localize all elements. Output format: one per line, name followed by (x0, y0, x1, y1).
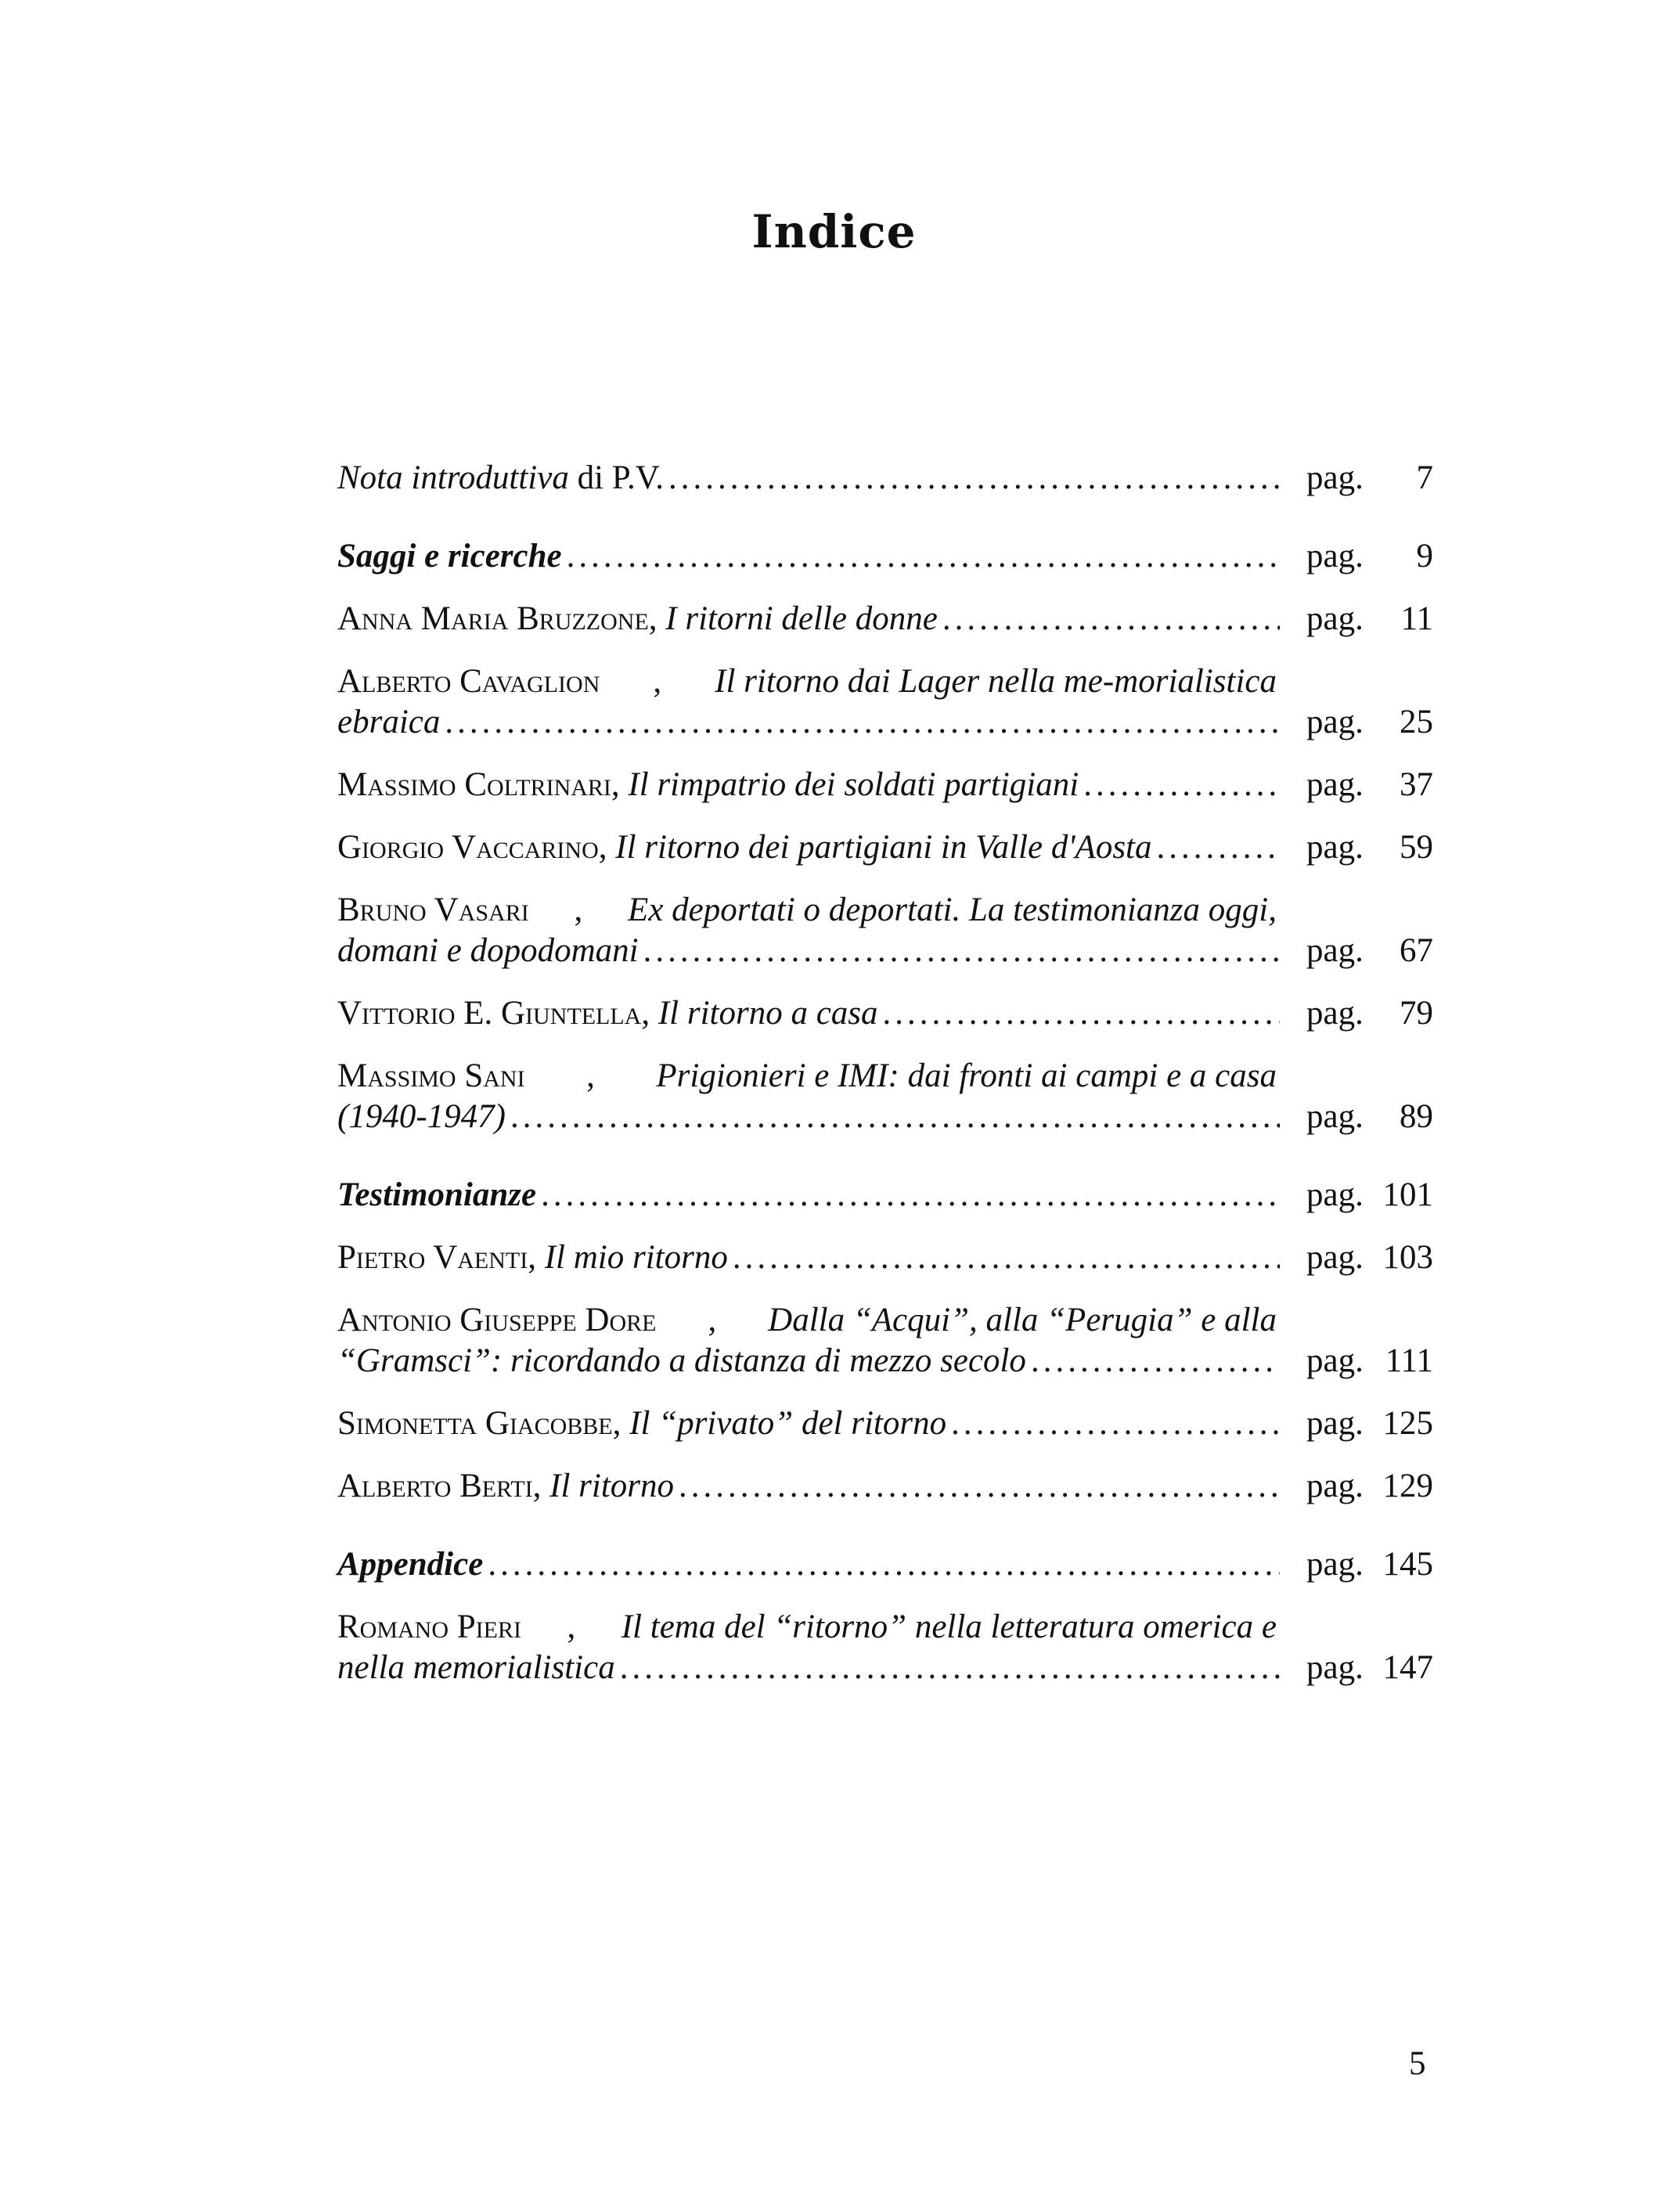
toc-entry (337, 890, 1433, 971)
page-ref (1306, 1466, 1433, 1507)
page-ref (1306, 765, 1433, 805)
section-title: Appendice (337, 1546, 484, 1583)
entry-title-line2: domani e dopodomani (337, 932, 639, 969)
page-num: 147 (1382, 1649, 1433, 1686)
toc-entry (337, 765, 1433, 805)
pag-label: pag. (1306, 1098, 1364, 1135)
entry-title-line1: Il ritorno dai Lager nella me-morialistica (715, 663, 1277, 700)
toc-entry (337, 993, 1433, 1034)
entry-suffix: di P.V. (568, 459, 664, 496)
pag-label: pag. (1306, 1176, 1364, 1213)
pag-label: pag. (1306, 995, 1364, 1032)
page-title: Indice (751, 205, 917, 258)
page-num: 125 (1382, 1405, 1433, 1442)
dot-leader (445, 702, 1280, 743)
entry-title-line1: Ex deportati o deportati. La testimonianza oggi, (628, 892, 1277, 928)
dot-leader (942, 599, 1280, 639)
page-ref (1306, 536, 1433, 577)
dot-leader (1031, 1341, 1280, 1382)
dot-leader (620, 1648, 1280, 1688)
dot-leader (510, 1097, 1280, 1137)
toc-entry (337, 661, 1433, 743)
dot-leader (668, 458, 1280, 499)
pag-label: pag. (1306, 538, 1364, 575)
entry-title: Il rimpatrio dei soldati partigiani (628, 766, 1079, 803)
page-num: 25 (1400, 704, 1433, 740)
section-title: Testimonianze (337, 1176, 537, 1213)
page-num: 11 (1400, 600, 1433, 637)
section-title: Saggi e ricerche (337, 538, 562, 575)
dot-leader (733, 1237, 1280, 1278)
dot-leader (1157, 827, 1281, 868)
entry-title-line1: Dalla “Acqui”, alla “Perugia” e alla (768, 1302, 1277, 1338)
page-ref (1306, 1175, 1433, 1216)
dot-leader (883, 993, 1280, 1034)
pag-label: pag. (1306, 704, 1364, 740)
entry-title: Il ritorno (549, 1468, 675, 1504)
toc-entry (337, 1607, 1433, 1688)
pag-label: pag. (1306, 766, 1364, 803)
page-num: 67 (1400, 932, 1433, 969)
toc-entry (337, 1300, 1433, 1382)
entry-title: Il “privato” del ritorno (629, 1405, 947, 1442)
pag-label: pag. (1306, 1546, 1364, 1583)
entry-title-line1: Il tema del “ritorno” nella letteratura omerica e (621, 1609, 1277, 1645)
page-ref (1306, 702, 1433, 743)
pag-label: pag. (1306, 1239, 1364, 1276)
page-num: 79 (1400, 995, 1433, 1032)
entry-title: I ritorni delle donne (665, 600, 938, 637)
entry-title-line2: nella memorialistica (337, 1649, 615, 1686)
entry-author: Romano Pieri (337, 1609, 521, 1645)
separator: , (586, 1057, 595, 1094)
dot-leader (1083, 765, 1280, 805)
page-num: 129 (1382, 1468, 1433, 1504)
page-ref (1306, 931, 1433, 971)
entry-author: Pietro Vaenti (337, 1239, 528, 1276)
dot-leader (643, 931, 1280, 971)
toc-entry (337, 1237, 1433, 1278)
entry-author: Alberto Cavaglion (337, 663, 600, 700)
pag-label: pag. (1306, 1468, 1364, 1504)
separator: , (611, 766, 629, 803)
page-num: 103 (1382, 1239, 1433, 1276)
page-ref (1306, 458, 1433, 499)
page-num: 101 (1382, 1176, 1433, 1213)
page-ref (1306, 1403, 1433, 1444)
entry-author: Giorgio Vaccarino (337, 829, 599, 866)
entry-title: Nota introduttiva (337, 459, 569, 496)
separator: , (612, 1405, 630, 1442)
page-ref (1306, 993, 1433, 1034)
entry-title-line2: ebraica (337, 704, 441, 740)
pag-label: pag. (1306, 1342, 1364, 1379)
page-ref (1306, 1648, 1433, 1688)
toc-entry (337, 827, 1433, 868)
entry-author: Bruno Vasari (337, 892, 529, 928)
toc-entry (337, 1056, 1433, 1137)
entry-author: Massimo Coltrinari (337, 766, 611, 803)
separator: , (648, 600, 666, 637)
entry-author: Vittorio E. Giuntella (337, 995, 642, 1032)
page-num: 89 (1400, 1098, 1433, 1135)
page-num: 145 (1382, 1546, 1433, 1583)
page-ref (1306, 1341, 1433, 1382)
entry-author: Simonetta Giacobbe (337, 1405, 613, 1442)
separator: , (528, 1239, 545, 1276)
toc-entry (337, 599, 1433, 639)
page-ref (1306, 827, 1433, 868)
page-ref (1306, 1237, 1433, 1278)
entry-title-line2: “Gramsci”: ricordando a distanza di mezzo secolo (337, 1342, 1026, 1379)
toc-entry (337, 458, 1433, 499)
page-number: 5 (1409, 2045, 1426, 2082)
page-ref (1306, 1097, 1433, 1137)
pag-label: pag. (1306, 600, 1364, 637)
pag-label: pag. (1306, 1405, 1364, 1442)
pag-label: pag. (1306, 829, 1364, 866)
entry-author: Anna Maria Bruzzone (337, 600, 649, 637)
toc-section-heading (337, 1175, 1433, 1216)
table-of-contents (337, 458, 1433, 1688)
separator: , (708, 1302, 717, 1338)
page-num: 9 (1416, 538, 1433, 575)
pag-label: pag. (1306, 459, 1364, 496)
separator: , (532, 1468, 550, 1504)
entry-title: Il ritorno a casa (657, 995, 878, 1032)
separator: , (598, 829, 616, 866)
entry-author: Massimo Sani (337, 1057, 525, 1094)
dot-leader (488, 1544, 1280, 1585)
pag-label: pag. (1306, 1649, 1364, 1686)
dot-leader (567, 536, 1280, 577)
pag-label: pag. (1306, 932, 1364, 969)
separator: , (653, 663, 662, 700)
entry-title-line1: Prigionieri e IMI: dai fronti ai campi e a casa (656, 1057, 1277, 1094)
separator: , (567, 1609, 576, 1645)
separator: , (574, 892, 583, 928)
dot-leader (679, 1466, 1280, 1507)
entry-title: Il ritorno dei partigiani in Valle d'Aosta (615, 829, 1152, 866)
toc-section-heading (337, 1544, 1433, 1585)
dot-leader (951, 1403, 1280, 1444)
page-num: 111 (1385, 1342, 1433, 1379)
page-ref (1306, 1544, 1433, 1585)
entry-author: Alberto Berti (337, 1468, 533, 1504)
page-num: 59 (1400, 829, 1433, 866)
entry-title: Il mio ritorno (544, 1239, 728, 1276)
dot-leader (541, 1175, 1280, 1216)
page-num: 37 (1400, 766, 1433, 803)
entry-title-line2: (1940-1947) (337, 1098, 506, 1135)
page-ref (1306, 599, 1433, 639)
entry-author: Antonio Giuseppe Dore (337, 1302, 657, 1338)
toc-section-heading (337, 536, 1433, 577)
separator: , (641, 995, 658, 1032)
toc-entry (337, 1466, 1433, 1507)
page-num: 7 (1416, 459, 1433, 496)
toc-entry (337, 1403, 1433, 1444)
